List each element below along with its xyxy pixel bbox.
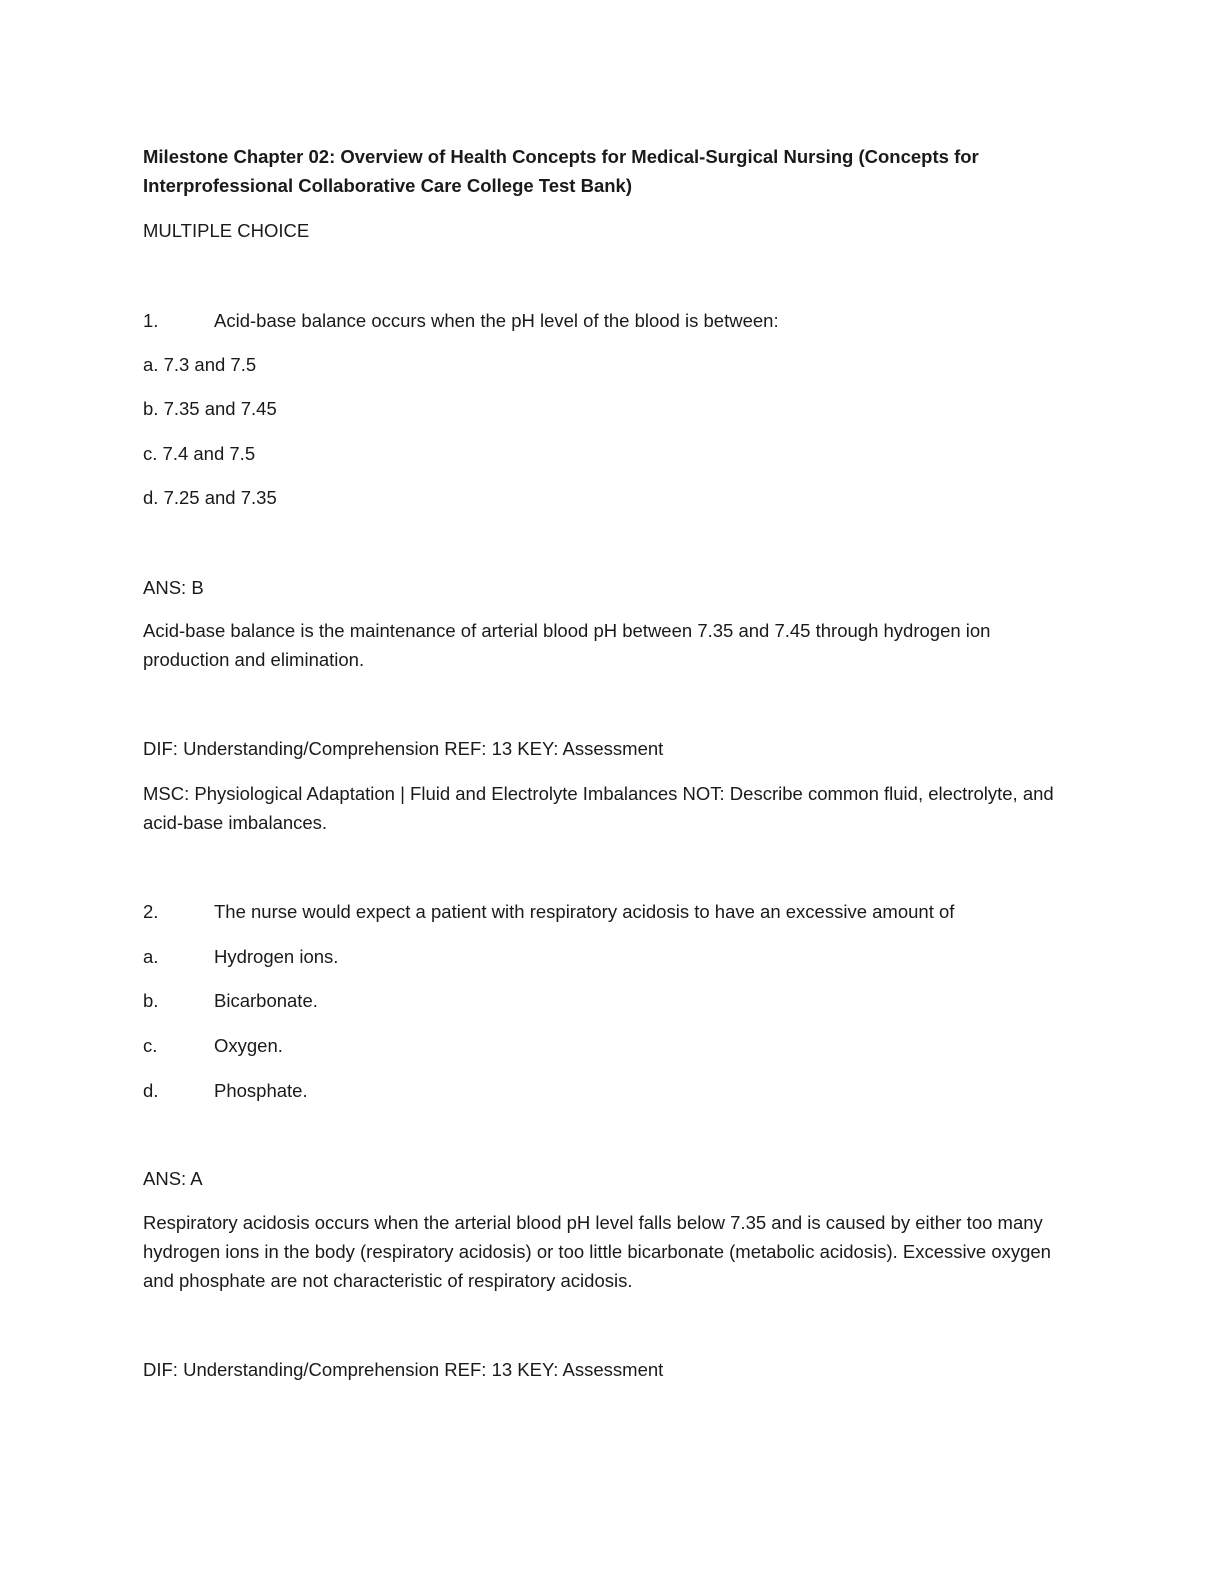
question-2-option-b (143, 986, 1093, 1015)
option-text: Oxygen. (214, 1035, 283, 1056)
question-2-answer: ANS: A (143, 1168, 203, 1189)
question-1-stem-row (143, 306, 1093, 335)
question-1-answer: ANS: B (143, 577, 204, 598)
section-heading: MULTIPLE CHOICE (143, 220, 310, 241)
question-1-stem: Acid-base balance occurs when the pH level of the blood is between: (214, 310, 779, 331)
option-text: Bicarbonate. (214, 990, 318, 1011)
question-1-meta: DIF: Understanding/Comprehension REF: 13 KEY: Assessment (143, 738, 664, 759)
question-2-stem: The nurse would expect a patient with respiratory acidosis to have an excessive amount of (214, 901, 955, 922)
option-letter: d. (143, 1080, 159, 1101)
question-1-option-c: c. 7.4 and 7.5 (143, 443, 256, 464)
option-text: Phosphate. (214, 1080, 308, 1101)
question-1-msc: MSC: Physiological Adaptation | Fluid and Electrolyte Imbalances NOT: Describe common fluid, electrolyte, and acid-base imbalances. (143, 783, 1054, 833)
question-2-stem-row (143, 897, 1093, 926)
question-2-option-a (143, 942, 1093, 971)
question-2-option-d (143, 1076, 1093, 1105)
document-title: Milestone Chapter 02: Overview of Health Concepts for Medical-Surgical Nursing (Concepts for Interprofessional Collaborative Care College Test Bank) (143, 146, 979, 196)
option-text: Hydrogen ions. (214, 946, 339, 967)
question-1-option-b: b. 7.35 and 7.45 (143, 398, 277, 419)
question-1-option-d: d. 7.25 and 7.35 (143, 487, 277, 508)
question-2-meta: DIF: Understanding/Comprehension REF: 13 KEY: Assessment (143, 1359, 664, 1380)
option-letter: b. (143, 990, 159, 1011)
question-2-number: 2. (143, 901, 159, 922)
question-2-rationale: Respiratory acidosis occurs when the arterial blood pH level falls below 7.35 and is caused by either too many hydrogen ions in the body (respiratory acidosis) or too little bicarbonate (metabolic acidosis). Excessive oxygen and phosphate are not characteristic of respiratory acidosis. (143, 1212, 1051, 1291)
option-letter: c. (143, 1035, 158, 1056)
question-1-option-a: a. 7.3 and 7.5 (143, 354, 257, 375)
question-1-rationale: Acid-base balance is the maintenance of arterial blood pH between 7.35 and 7.45 through hydrogen ion production and elimination. (143, 620, 991, 670)
question-1-number: 1. (143, 310, 159, 331)
option-letter: a. (143, 946, 159, 967)
question-2-option-c (143, 1031, 1093, 1060)
